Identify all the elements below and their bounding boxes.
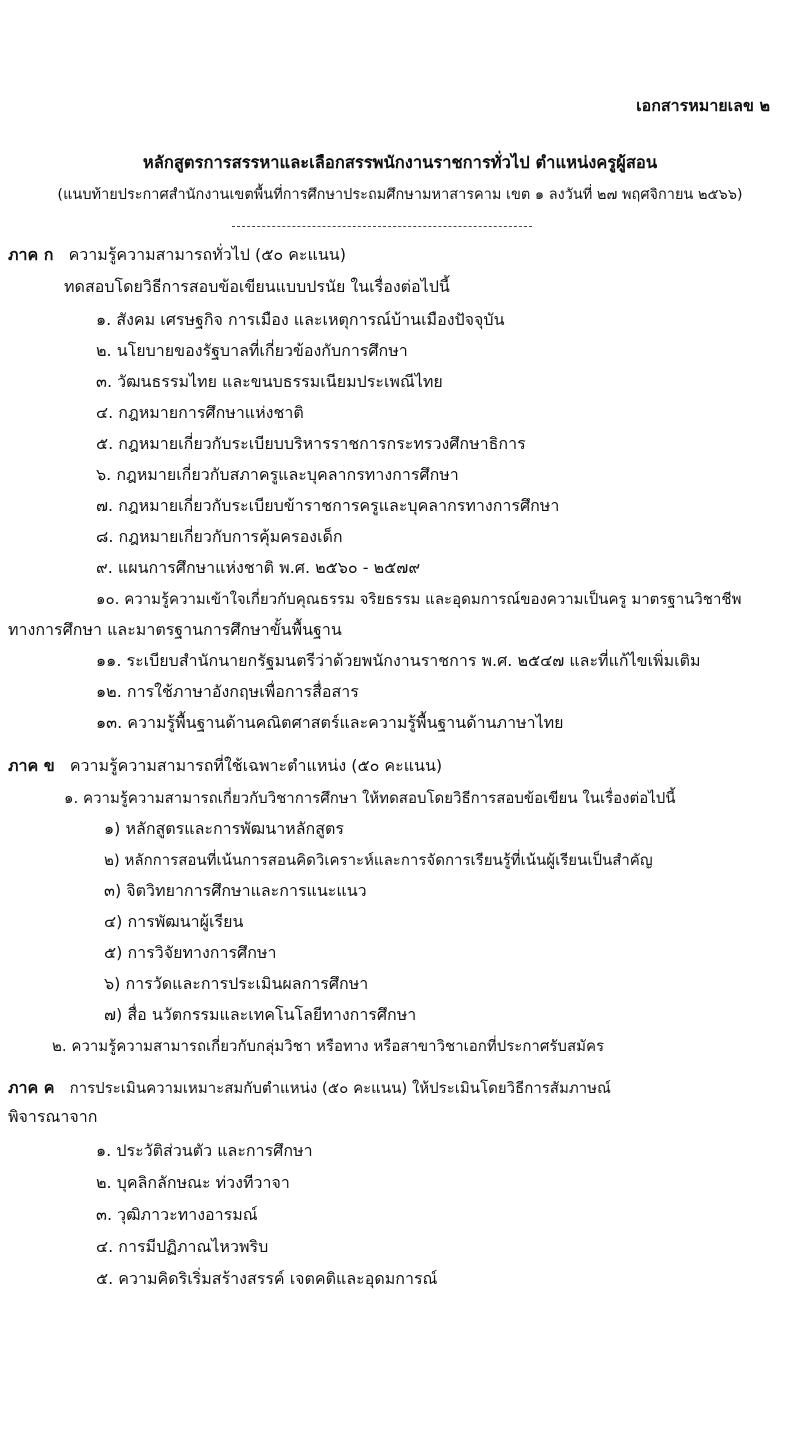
list-item: ๖. กฎหมายเกี่ยวกับสภาครูและบุคลากรทางการศึกษา: [96, 465, 459, 484]
document-number: เอกสารหมายเลข ๒: [636, 96, 770, 115]
list-item: ๙. แผนการศึกษาแห่งชาติ พ.ศ. ๒๕๖๐ - ๒๕๗๙: [96, 558, 421, 577]
list-item: ๔. กฎหมายการศึกษาแห่งชาติ: [96, 403, 304, 422]
part-b-item-1: ๑. ความรู้ความสามารถเกี่ยวกับวิชาการศึกษา ให้ทดสอบโดยวิธีการสอบข้อเขียน ในเรื่องต่อไปนี้: [64, 789, 676, 807]
title-divider: [232, 226, 532, 227]
list-item: ๒. นโยบายของรัฐบาลที่เกี่ยวข้องกับการศึกษา: [96, 341, 408, 360]
part-a-intro: ทดสอบโดยวิธีการสอบข้อเขียนแบบปรนัย ในเรื่องต่อไปนี้: [64, 277, 450, 296]
part-b-item-2: ๒. ความรู้ความสามารถเกี่ยวกับกลุ่มวิชา หรือทาง หรือสาขาวิชาเอกที่ประกาศรับสมัคร: [52, 1037, 605, 1055]
sub-list-item: ๔) การพัฒนาผู้เรียน: [104, 912, 244, 931]
part-c-heading: การประเมินความเหมาะสมกับตำแหน่ง (๕๐ คะแนน) ให้ประเมินโดยวิธีการสัมภาษณ์: [69, 1079, 611, 1097]
list-item: ๑. ประวัติส่วนตัว และการศึกษา: [96, 1141, 313, 1160]
document-title: หลักสูตรการสรรหาและเลือกสรรพนักงานราชการทั่วไป ตำแหน่งครูผู้สอน: [142, 153, 658, 172]
list-item: ๑๒. การใช้ภาษาอังกฤษเพื่อการสื่อสาร: [96, 682, 359, 701]
list-item: ๒. บุคลิกลักษณะ ท่วงทีวาจา: [96, 1173, 290, 1192]
list-item: ๑๑. ระเบียบสำนักนายกรัฐมนตรีว่าด้วยพนักงานราชการ พ.ศ. ๒๕๔๗ และที่แก้ไขเพิ่มเติม: [96, 651, 701, 670]
sub-list-item: ๗) สื่อ นวัตกรรมและเทคโนโลยีทางการศึกษา: [104, 1005, 417, 1024]
list-item: ๕. กฎหมายเกี่ยวกับระเบียบบริหารราชการกระทรวงศึกษาธิการ: [96, 434, 526, 453]
part-b-label: ภาค ข: [8, 756, 55, 775]
list-item-continuation: ทางการศึกษา และมาตรฐานการศึกษาขั้นพื้นฐาน: [8, 620, 342, 639]
document-subtitle: (แนบท้ายประกาศสำนักงานเขตพื้นที่การศึกษาประถมศึกษามหาสารคาม เขต ๑ ลงวันที่ ๒๗ พฤศจิกายน ๒๕๖๖): [57, 187, 743, 203]
sub-list-item: ๒) หลักการสอนที่เน้นการสอนคิดวิเคราะห์และการจัดการเรียนรู้ที่เน้นผู้เรียนเป็นสำคัญ: [104, 851, 653, 869]
part-c-label: ภาค ค: [8, 1078, 55, 1097]
list-item: ๑๓. ความรู้พื้นฐานด้านคณิตศาสตร์และความรู้พื้นฐานด้านภาษาไทย: [96, 713, 564, 732]
part-b-header: [8, 755, 442, 777]
part-a-heading: ความรู้ความสามารถทั่วไป (๕๐ คะแนน): [68, 245, 346, 264]
sub-list-item: ๓) จิตวิทยาการศึกษาและการแนะแนว: [104, 881, 367, 900]
list-item: ๑๐. ความรู้ความเข้าใจเกี่ยวกับคุณธรรม จริยธรรม และอุดมการณ์ของความเป็นครู มาตรฐานวิชาชีพ: [96, 590, 742, 608]
part-c-header: [8, 1077, 611, 1099]
part-b-heading: ความรู้ความสามารถที่ใช้เฉพาะตำแหน่ง (๕๐ คะแนน): [69, 756, 443, 775]
list-item: ๕. ความคิดริเริ่มสร้างสรรค์ เจตคติและอุดมการณ์: [96, 1269, 438, 1288]
part-a-label: ภาค ก: [8, 245, 54, 264]
list-item: ๓. วุฒิภาวะทางอารมณ์: [96, 1205, 258, 1224]
sub-list-item: ๑) หลักสูตรและการพัฒนาหลักสูตร: [104, 819, 344, 838]
list-item: ๑. สังคม เศรษฐกิจ การเมือง และเหตุการณ์บ้านเมืองปัจจุบัน: [96, 310, 505, 329]
list-item: ๓. วัฒนธรรมไทย และขนบธรรมเนียมประเพณีไทย: [96, 372, 443, 391]
part-a-header: [8, 244, 346, 266]
list-item: ๘. กฎหมายเกี่ยวกับการคุ้มครองเด็ก: [96, 527, 343, 546]
list-item: ๔. การมีปฏิภาณไหวพริบ: [96, 1237, 269, 1256]
list-item: ๗. กฎหมายเกี่ยวกับระเบียบข้าราชการครูและบุคลากรทางการศึกษา: [96, 496, 560, 515]
sub-list-item: ๕) การวิจัยทางการศึกษา: [104, 943, 277, 962]
sub-list-item: ๖) การวัดและการประเมินผลการศึกษา: [104, 974, 369, 993]
part-c-heading-continuation: พิจารณาจาก: [8, 1107, 98, 1126]
